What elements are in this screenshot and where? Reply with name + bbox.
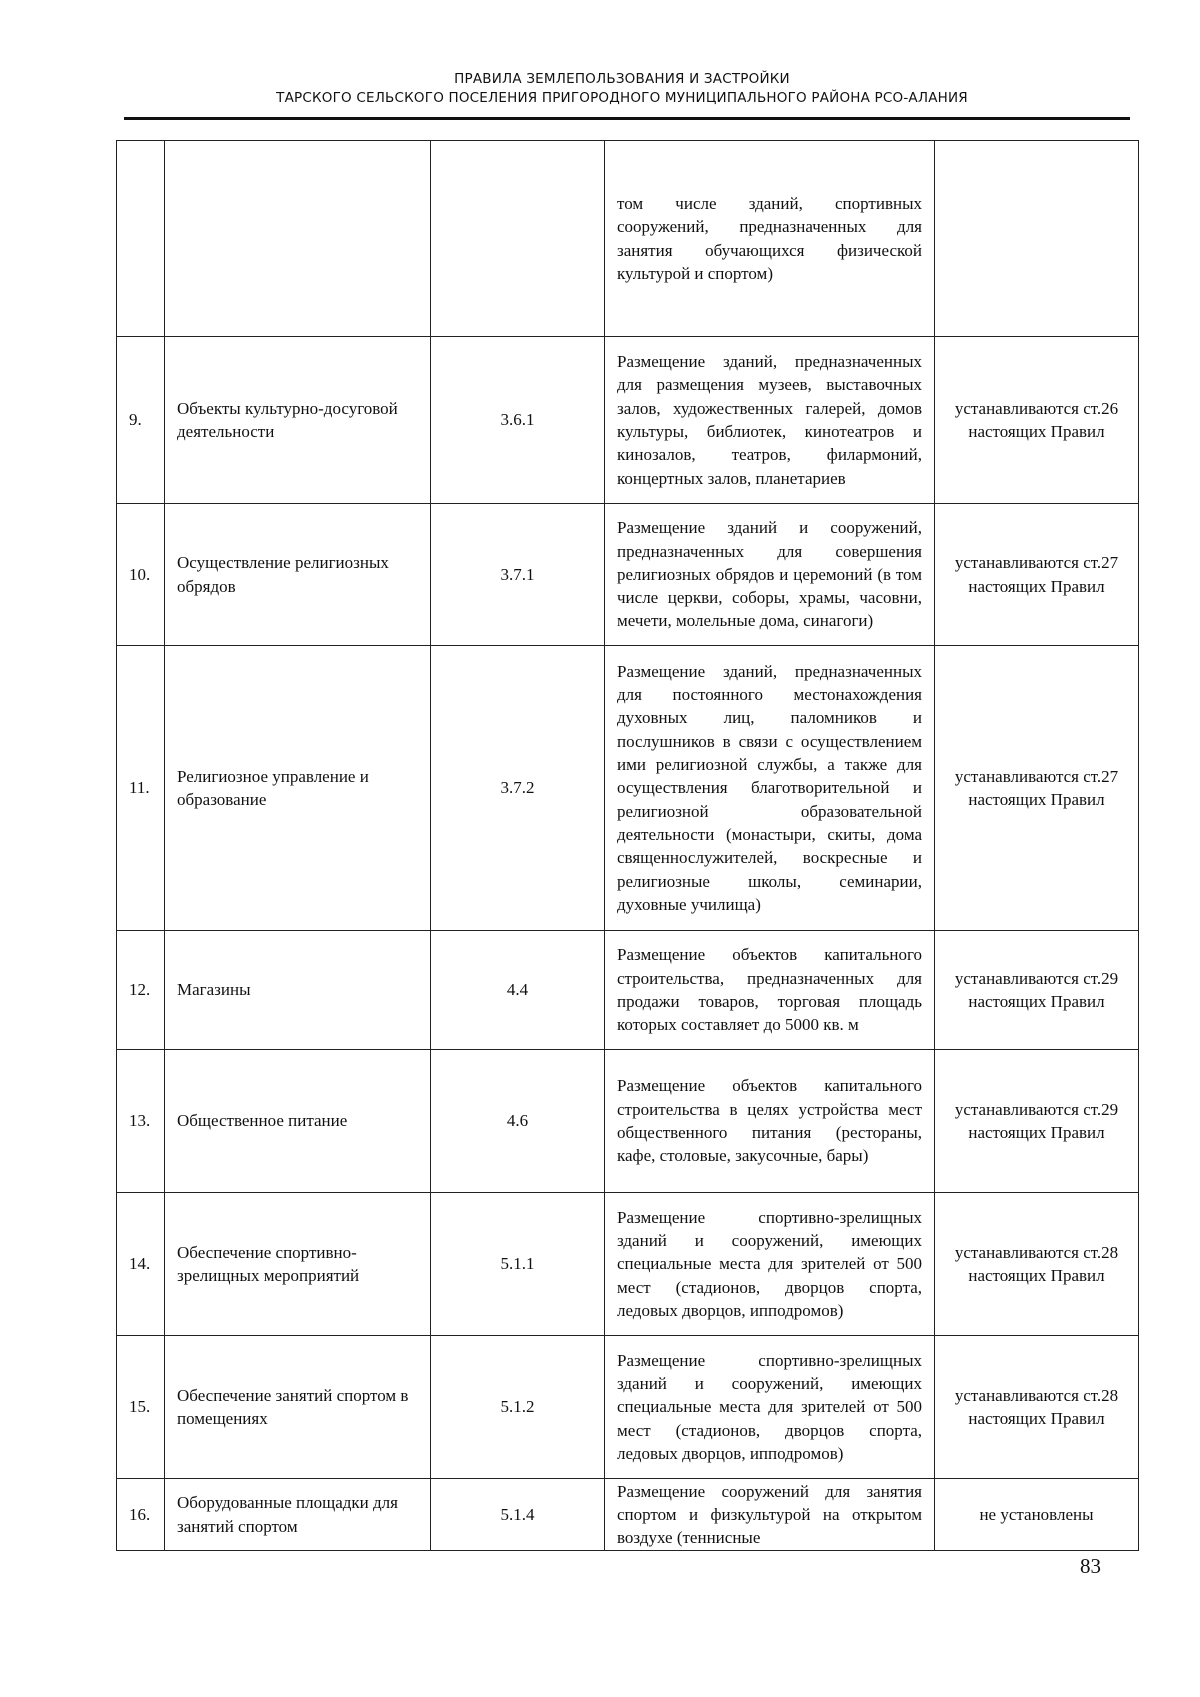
row-code: 5.1.2 xyxy=(431,1336,605,1479)
table-row xyxy=(117,337,1139,504)
row-use-type: Общественное питание xyxy=(165,1050,431,1193)
row-use-type: Магазины xyxy=(165,931,431,1050)
row-description: Размещение сооружений для занятия спортом и физкультурой на открытом воздухе (теннисные xyxy=(605,1479,935,1551)
row-use-type: Обеспечение занятий спортом в помещениях xyxy=(165,1336,431,1479)
row-number: 9. xyxy=(117,337,165,504)
row-code: 5.1.4 xyxy=(431,1479,605,1551)
row-description: Размещение спортивно-зрелищных зданий и сооружений, имеющих специальные места для зрителей от 500 мест (стадионов, дворцов спорта, ледовых дворцов, ипподромов) xyxy=(605,1193,935,1336)
row-number: 14. xyxy=(117,1193,165,1336)
row-description: том числе зданий, спортивных сооружений, предназначенных для занятия обучающихся физической культурой и спортом) xyxy=(605,141,935,337)
row-description: Размещение спортивно-зрелищных зданий и сооружений, имеющих специальные места для зрителей от 500 мест (стадионов, дворцов спорта, ледовых дворцов, ипподромов) xyxy=(605,1336,935,1479)
row-code xyxy=(431,141,605,337)
table-row xyxy=(117,1479,1139,1551)
row-number xyxy=(117,141,165,337)
row-use-type: Оборудованные площадки для занятий спортом xyxy=(165,1479,431,1551)
table-row xyxy=(117,504,1139,646)
row-parameters xyxy=(935,141,1139,337)
row-parameters: устанавливаются ст.29 настоящих Правил xyxy=(935,1050,1139,1193)
row-number: 15. xyxy=(117,1336,165,1479)
row-description: Размещение зданий и сооружений, предназначенных для совершения религиозных обрядов и церемоний (в том числе церкви, соборы, храмы, часовни, мечети, молельные дома, синагоги) xyxy=(605,504,935,646)
row-code: 4.6 xyxy=(431,1050,605,1193)
row-code: 3.7.1 xyxy=(431,504,605,646)
row-number: 12. xyxy=(117,931,165,1050)
page-number: 83 xyxy=(1080,1554,1101,1578)
running-header xyxy=(117,70,1127,108)
row-code: 5.1.1 xyxy=(431,1193,605,1336)
row-code: 3.7.2 xyxy=(431,646,605,931)
row-code: 4.4 xyxy=(431,931,605,1050)
table-row xyxy=(117,141,1139,337)
row-code: 3.6.1 xyxy=(431,337,605,504)
row-parameters: не установлены xyxy=(935,1479,1139,1551)
row-number: 11. xyxy=(117,646,165,931)
header-rule xyxy=(124,117,1130,120)
row-parameters: устанавливаются ст.27 настоящих Правил xyxy=(935,646,1139,931)
table-row xyxy=(117,1193,1139,1336)
row-number: 10. xyxy=(117,504,165,646)
row-number: 13. xyxy=(117,1050,165,1193)
row-use-type: Обеспечение спортивно-зрелищных мероприятий xyxy=(165,1193,431,1336)
row-use-type: Религиозное управление и образование xyxy=(165,646,431,931)
row-parameters: устанавливаются ст.27 настоящих Правил xyxy=(935,504,1139,646)
row-description: Размещение объектов капитального строительства в целях устройства мест общественного питания (рестораны, кафе, столовые, закусочные, бары) xyxy=(605,1050,935,1193)
table-row xyxy=(117,646,1139,931)
row-number: 16. xyxy=(117,1479,165,1551)
row-parameters: устанавливаются ст.28 настоящих Правил xyxy=(935,1336,1139,1479)
row-parameters: устанавливаются ст.29 настоящих Правил xyxy=(935,931,1139,1050)
row-use-type: Объекты культурно-досуговой деятельности xyxy=(165,337,431,504)
row-description: Размещение объектов капитального строительства, предназначенных для продажи товаров, торговая площадь которых составляет до 5000 кв. м xyxy=(605,931,935,1050)
table-row xyxy=(117,1050,1139,1193)
row-use-type xyxy=(165,141,431,337)
header-line-2: ТАРСКОГО СЕЛЬСКОГО ПОСЕЛЕНИЯ ПРИГОРОДНОГО МУНИЦИПАЛЬНОГО РАЙОНА РСО-АЛАНИЯ xyxy=(276,90,968,106)
row-parameters: устанавливаются ст.28 настоящих Правил xyxy=(935,1193,1139,1336)
row-description: Размещение зданий, предназначенных для постоянного местонахождения духовных лиц, паломников и послушников в связи с осуществлением ими религиозной службы, а также для осуществления благотворительной и религиозной образовательной деятельности (монастыри, скиты, дома священнослужителей, воскресные и религиозные школы, семинарии, духовные училища) xyxy=(605,646,935,931)
table-row xyxy=(117,931,1139,1050)
header-line-1: ПРАВИЛА ЗЕМЛЕПОЛЬЗОВАНИЯ И ЗАСТРОЙКИ xyxy=(454,71,790,87)
row-description: Размещение зданий, предназначенных для размещения музеев, выставочных залов, художественных галерей, домов культуры, библиотек, кинотеатров и кинозалов, театров, филармоний, концертных залов, планетариев xyxy=(605,337,935,504)
table-row xyxy=(117,1336,1139,1479)
row-parameters: устанавливаются ст.26 настоящих Правил xyxy=(935,337,1139,504)
row-use-type: Осуществление религиозных обрядов xyxy=(165,504,431,646)
land-use-table xyxy=(116,140,1139,1551)
